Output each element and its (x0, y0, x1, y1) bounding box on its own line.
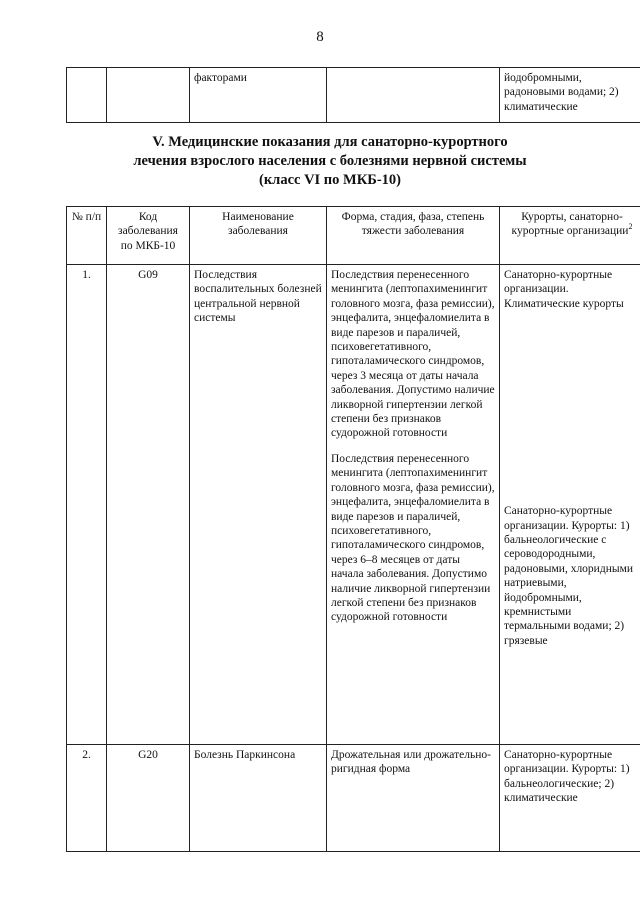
row-resorts: Санаторно-курортные организации. Курорты: 1) бальнеологические; 2) климатические (500, 745, 640, 852)
table-row (67, 745, 640, 852)
page-number: 8 (316, 29, 324, 45)
section-title-line: лечения взрослого населения с болезнями нервной системы (133, 153, 527, 169)
row-form (327, 265, 500, 745)
cell-code (107, 68, 190, 123)
header-num: № п/п (67, 207, 107, 265)
section-title-line: (класс VI по МКБ-10) (259, 172, 401, 188)
row-code: G09 (107, 265, 190, 745)
row-name: Болезнь Паркинсона (190, 745, 327, 852)
cell-form (327, 68, 500, 123)
row-form: Дрожательная или дрожательно-ригидная форма (327, 745, 500, 852)
resorts-variant-b: Санаторно-курортные организации. Курорты: 1) бальнеологические с сероводородными, радоновыми, хлоридными натриевыми, йодобромными, кремнистыми термальными водами; 2) грязевые (504, 505, 634, 647)
row-resorts (500, 265, 640, 745)
header-form: Форма, стадия, фаза, степень тяжести заболевания (327, 207, 500, 265)
row-num: 2. (67, 745, 107, 852)
resorts-variant-a: Санаторно-курортные организации. Климатические курорты (504, 269, 624, 310)
table-row (67, 68, 640, 123)
row-code: G20 (107, 745, 190, 852)
section-title-line: V. Медицинские показания для санаторно-курортного (152, 134, 508, 150)
indications-table (66, 206, 640, 852)
continuation-table (66, 67, 640, 123)
footnote-marker: 2 (628, 222, 633, 232)
form-variant-a: Последствия перенесенного менингита (лептопахименингит головного мозга, фаза ремиссии), энцефалита, энцефаломиелита в виде парезов и параличей, психовегетативного, гипоталамического синдромов, через 3 месяца от даты начала заболевания. Допустимо наличие ликворной гипертензии легкой степени без признаков судорожной готовности (331, 269, 495, 440)
cell-num (67, 68, 107, 123)
header-code: Код заболевания по МКБ-10 (107, 207, 190, 265)
table-row (67, 265, 640, 745)
form-variant-b: Последствия перенесенного менингита (лептопахименингит головного мозга, фаза ремиссии), энцефалита, энцефаломиелита в виде парезов и параличей, психовегетативного, гипоталамического синдромов, через 6–8 месяцев от даты начала заболевания. Допустимо наличие ликворной гипертензии легкой степени без признаков судорожной готовности (331, 452, 495, 624)
row-num: 1. (67, 265, 107, 745)
table-header-row (67, 207, 640, 265)
section-title (60, 133, 600, 190)
header-resorts-text: Курорты, санаторно-курортные организации (511, 211, 629, 238)
cell-name: факторами (190, 68, 327, 123)
cell-resorts: йодобромными, радоновыми водами; 2) климатические (500, 68, 640, 123)
header-resorts (500, 207, 640, 265)
header-name: Наименование заболевания (190, 207, 327, 265)
row-name: Последствия воспалительных болезней центральной нервной системы (190, 265, 327, 745)
